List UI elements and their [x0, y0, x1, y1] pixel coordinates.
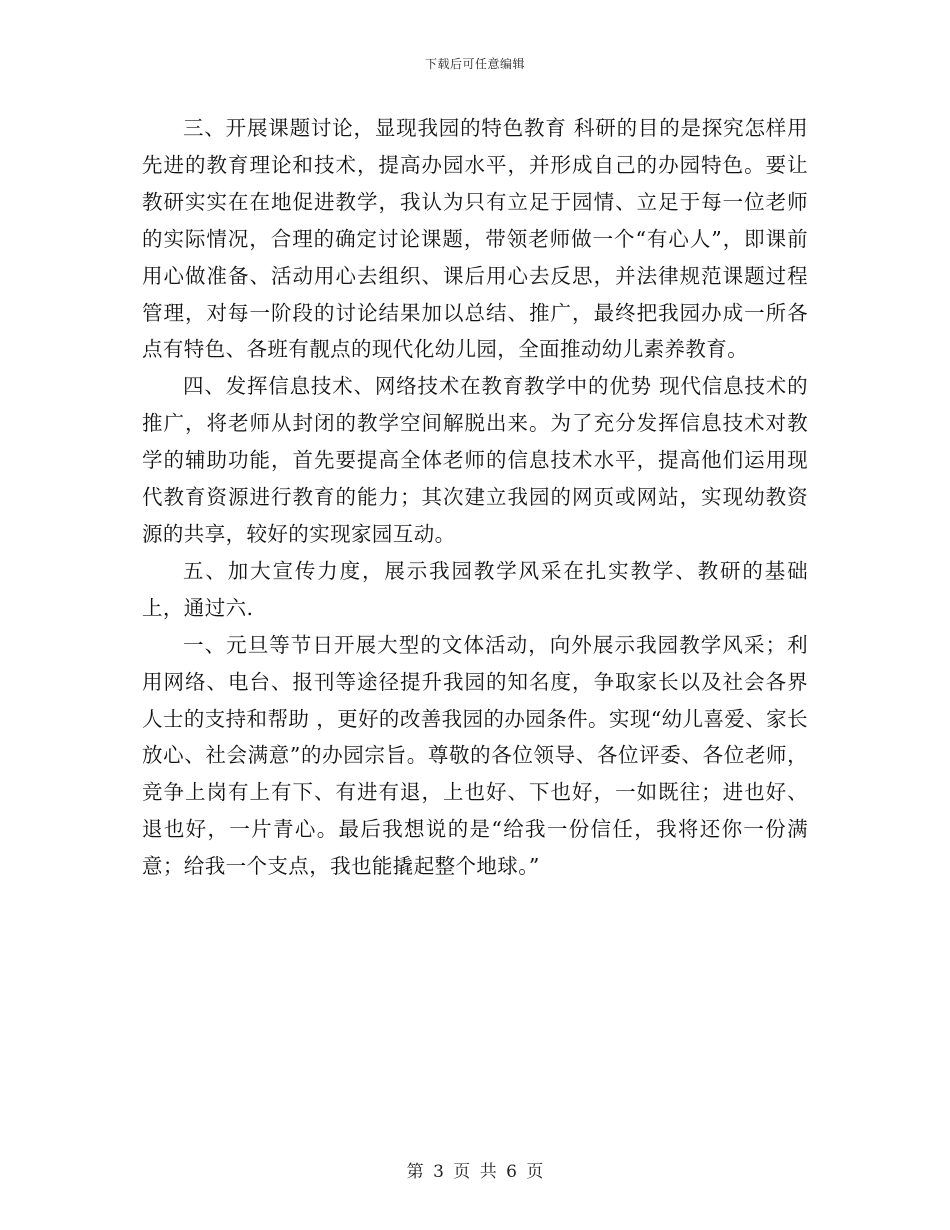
paragraph-section-five: 五、加大宣传力度，展示我园教学风采在扎实教学、教研的基础上，通过六. [142, 558, 808, 620]
document-body [142, 110, 808, 885]
paragraph-section-three: 三、开展课题讨论，显现我园的特色教育 科研的目的是探究怎样用先进的教育理论和技术，提高办园水平，并形成自己的办园特色。要让教研实实在在地促进教学，我认为只有立足于园情、立足于每一位老师的实际情况，合理的确定讨论课题，带领老师做一个“有心人”，即课前用心做准备、活动用心去组织、课后用心去反思，并法律规范课题过程管理，对每一阶段的讨论结果加以总结、推广，最终把我园办成一所各点有特色、各班有靓点的现代化幼儿园，全面推动幼儿素养教育。 [142, 116, 808, 362]
page-header: 下载后可任意编辑 [424, 57, 525, 71]
page-number-footer: 第 3 页 共 6 页 [406, 1162, 544, 1182]
paragraph-section-four: 四、发挥信息技术、网络技术在教育教学中的优势 现代信息技术的推广，将老师从封闭的教学空间解脱出来。为了充分发挥信息技术对教学的辅助功能，首先要提高全体老师的信息技术水平，提高他们运用现代教育资源进行教育的能力；其次建立我园的网页或网站，实现幼教资源的共享，较好的实现家园互动。 [142, 374, 808, 546]
paragraph-section-one-closing: 一、元旦等节日开展大型的文体活动，向外展示我园教学风采；利用网络、电台、报刊等途径提升我园的知名度，争取家长以及社会各界人士的支持和帮助 ，更好的改善我园的办园条件。实现“幼儿喜爱、家长放心、社会满意”的办园宗旨。尊敬的各位领导、各位评委、各位老师，竞争上岗有上有下、有进有退，上也好、下也好，一如既往；进也好、退也好，一片青心。最后我想说的是“给我一份信任，我将还你一份满意；给我一个支点，我也能撬起整个地球。” [142, 632, 808, 879]
